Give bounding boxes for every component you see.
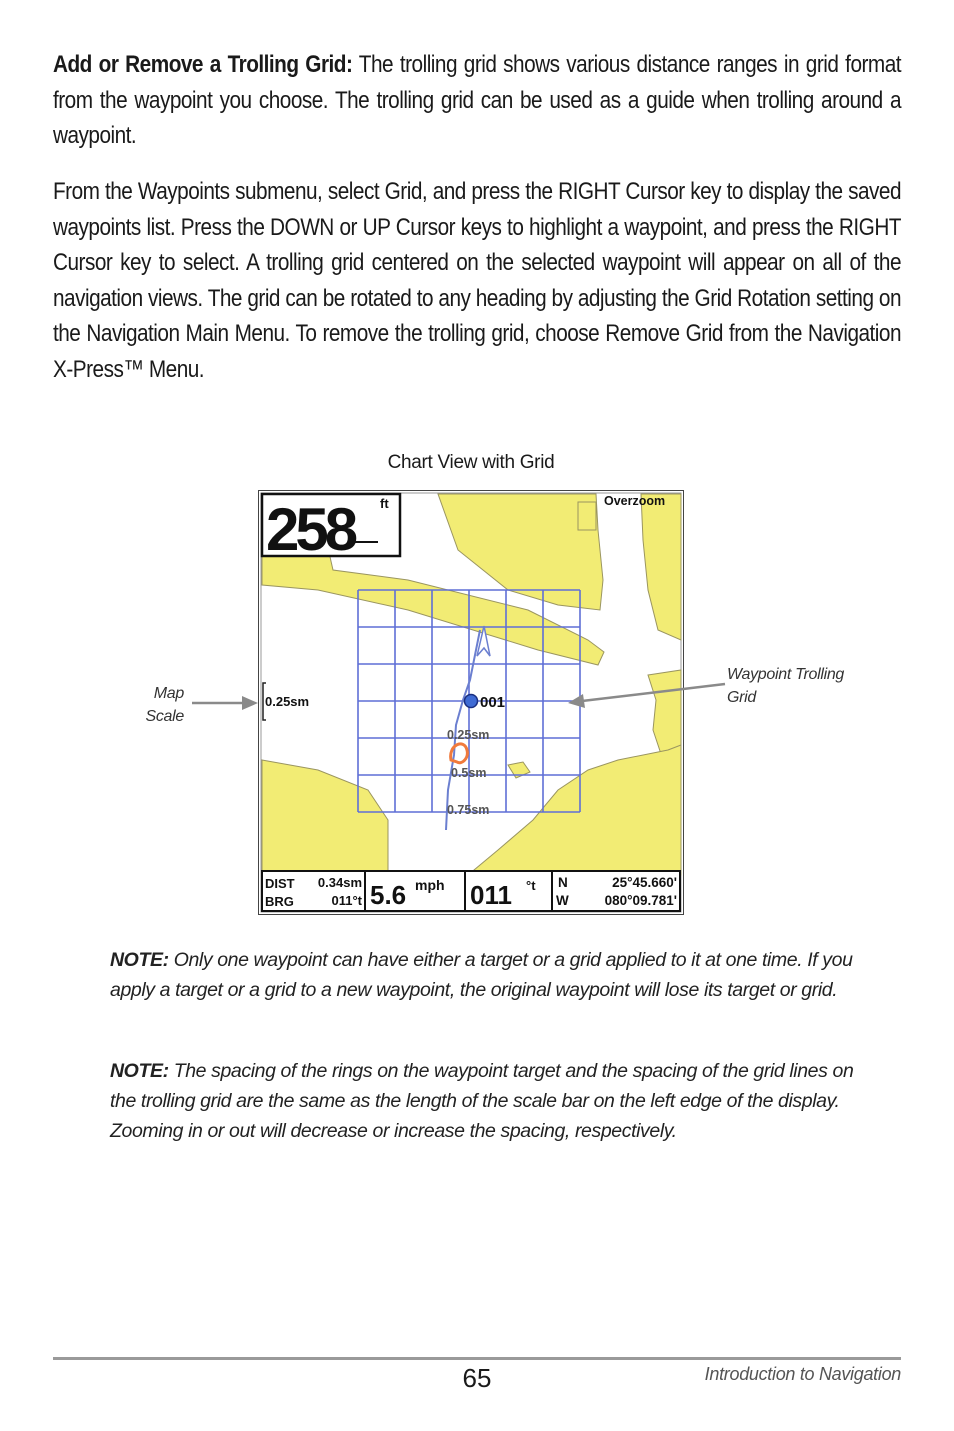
map-scale-arrowhead bbox=[242, 696, 258, 710]
page-number: 65 bbox=[462, 1363, 492, 1393]
note-2-label: NOTE: bbox=[110, 1060, 169, 1082]
chart-view-screenshot bbox=[258, 490, 684, 915]
depth-unit: ft bbox=[380, 496, 389, 511]
depth-value: 258 bbox=[266, 496, 355, 563]
intro-text: The trolling grid shows various distance ranges in grid format from the waypoint you choose. The trolling grid can be used as a guide when trolling around a waypoint. bbox=[53, 51, 902, 149]
overzoom-label: Overzoom bbox=[604, 494, 666, 508]
note-1-label: NOTE: bbox=[110, 949, 169, 971]
map-scale-callout: Map Scale bbox=[145, 685, 184, 725]
lat-hemisphere: N bbox=[558, 875, 568, 890]
speed-unit: mph bbox=[415, 877, 445, 893]
depth-readout bbox=[262, 494, 400, 563]
map-scale-label: 0.25sm bbox=[265, 694, 310, 709]
lon-hemisphere: W bbox=[556, 893, 569, 908]
dist-value: 0.34sm bbox=[317, 875, 362, 890]
trolling-grid-callout: Waypoint Trolling Grid bbox=[727, 666, 845, 706]
note-1 bbox=[110, 945, 855, 1005]
note-2-text: The spacing of the rings on the waypoint target and the spacing of the grid lines on the trolling grid are the same as the length of the scale bar on the left edge of the display. Zooming in or out will decrease or increase the spacing, respectively. bbox=[110, 1060, 854, 1142]
note-1-text: Only one waypoint can have either a target or a grid applied to it at one time. If you apply a target or a grid to a new waypoint, the original waypoint will lose its target or grid. bbox=[110, 949, 853, 1001]
intro-paragraph bbox=[53, 47, 901, 154]
ring-label-2: 0.5sm bbox=[451, 766, 487, 780]
lat-value: 25°45.660' bbox=[612, 875, 677, 890]
dist-label: DIST bbox=[265, 876, 295, 891]
status-bar bbox=[262, 871, 680, 911]
land-pier bbox=[578, 502, 596, 530]
intro-heading: Add or Remove a Trolling Grid: bbox=[53, 51, 353, 78]
instructions-paragraph: From the Waypoints submenu, select Grid, and press the RIGHT Cursor key to display the saved waypoints list. Press the DOWN or UP Cursor keys to highlight a waypoint, and press the RIGHT Cursor key to select. A trolling grid centered on the selected waypoint will appear on all of the navigation views. The grid can be rotated to any heading by adjusting the Grid Rotation setting on the Navigation Main Menu. To remove the trolling grid, choose Remove Grid from the Navigation X-Press™ Menu. bbox=[53, 178, 901, 383]
note-2 bbox=[110, 1056, 855, 1146]
speed-value: 5.6 bbox=[370, 880, 407, 910]
waypoint-label: 001 bbox=[480, 694, 506, 711]
brg-value: 011°t bbox=[331, 893, 362, 908]
ring-label-3: 0.75sm bbox=[447, 803, 490, 817]
lon-value: 080°09.781' bbox=[604, 893, 677, 908]
footer-section-title: Introduction to Navigation bbox=[704, 1364, 901, 1384]
footer-divider bbox=[53, 1357, 901, 1360]
heading-value: 011 bbox=[470, 880, 512, 910]
figure-caption: Chart View with Grid bbox=[387, 452, 555, 473]
brg-label: BRG bbox=[265, 894, 294, 909]
ring-label-1: 0.25sm bbox=[447, 728, 490, 742]
heading-unit: °t bbox=[526, 878, 536, 893]
waypoint-icon bbox=[465, 695, 478, 708]
